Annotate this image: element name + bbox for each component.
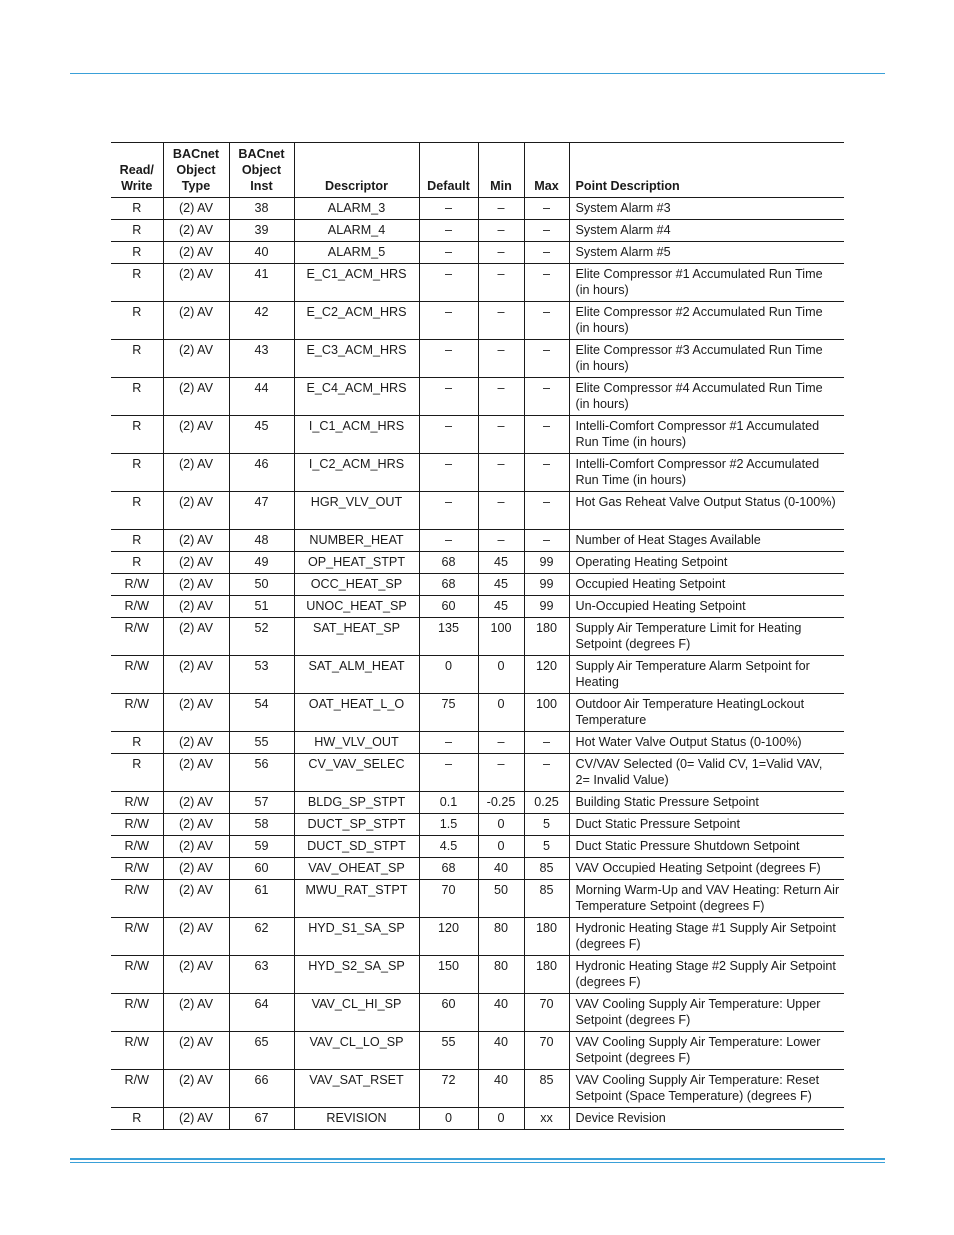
cell-min: 0 xyxy=(478,1108,524,1130)
cell-descriptor: DUCT_SD_STPT xyxy=(294,836,419,858)
cell-object-inst: 38 xyxy=(229,198,294,220)
cell-object-inst: 43 xyxy=(229,340,294,378)
cell-point-description: Device Revision xyxy=(569,1108,844,1130)
cell-object-inst: 60 xyxy=(229,858,294,880)
cell-point-description: Intelli-Comfort Compressor #2 Accumulated Run Time (in hours) xyxy=(569,454,844,492)
cell-read-write: R xyxy=(111,264,163,302)
cell-max: 100 xyxy=(524,694,569,732)
cell-point-description: Elite Compressor #1 Accumulated Run Time (in hours) xyxy=(569,264,844,302)
col-header-default: Default xyxy=(419,143,478,198)
cell-descriptor: ALARM_3 xyxy=(294,198,419,220)
table-row xyxy=(111,552,844,574)
cell-point-description: VAV Cooling Supply Air Temperature: Upper Setpoint (degrees F) xyxy=(569,994,844,1032)
cell-read-write: R xyxy=(111,302,163,340)
cell-point-description: Elite Compressor #3 Accumulated Run Time (in hours) xyxy=(569,340,844,378)
cell-object-type: (2) AV xyxy=(163,454,229,492)
cell-min: – xyxy=(478,264,524,302)
table-row xyxy=(111,530,844,552)
cell-read-write: R xyxy=(111,416,163,454)
cell-default: – xyxy=(419,264,478,302)
cell-object-type: (2) AV xyxy=(163,836,229,858)
cell-descriptor: VAV_CL_HI_SP xyxy=(294,994,419,1032)
table-row xyxy=(111,198,844,220)
table-row xyxy=(111,596,844,618)
cell-object-type: (2) AV xyxy=(163,492,229,530)
cell-max: – xyxy=(524,492,569,530)
cell-object-type: (2) AV xyxy=(163,264,229,302)
cell-min: 100 xyxy=(478,618,524,656)
cell-point-description: Number of Heat Stages Available xyxy=(569,530,844,552)
cell-read-write: R/W xyxy=(111,596,163,618)
cell-object-inst: 59 xyxy=(229,836,294,858)
cell-descriptor: HW_VLV_OUT xyxy=(294,732,419,754)
cell-point-description: Occupied Heating Setpoint xyxy=(569,574,844,596)
cell-max: – xyxy=(524,198,569,220)
cell-object-type: (2) AV xyxy=(163,656,229,694)
cell-descriptor: BLDG_SP_STPT xyxy=(294,792,419,814)
col-header-max: Max xyxy=(524,143,569,198)
cell-point-description: Outdoor Air Temperature HeatingLockout Temperature xyxy=(569,694,844,732)
cell-max: 180 xyxy=(524,918,569,956)
cell-object-inst: 45 xyxy=(229,416,294,454)
cell-max: 0.25 xyxy=(524,792,569,814)
cell-min: 0 xyxy=(478,814,524,836)
cell-descriptor: HYD_S2_SA_SP xyxy=(294,956,419,994)
cell-max: 85 xyxy=(524,858,569,880)
cell-read-write: R xyxy=(111,552,163,574)
cell-default: 0 xyxy=(419,656,478,694)
cell-default: 120 xyxy=(419,918,478,956)
cell-max: 120 xyxy=(524,656,569,694)
cell-default: 60 xyxy=(419,994,478,1032)
cell-descriptor: E_C3_ACM_HRS xyxy=(294,340,419,378)
cell-object-type: (2) AV xyxy=(163,416,229,454)
cell-read-write: R xyxy=(111,242,163,264)
cell-min: 0 xyxy=(478,694,524,732)
cell-object-inst: 65 xyxy=(229,1032,294,1070)
table-header-row xyxy=(111,143,844,198)
cell-read-write: R/W xyxy=(111,858,163,880)
cell-default: 0.1 xyxy=(419,792,478,814)
cell-read-write: R/W xyxy=(111,1070,163,1108)
cell-min: 40 xyxy=(478,858,524,880)
cell-default: – xyxy=(419,302,478,340)
cell-object-inst: 57 xyxy=(229,792,294,814)
header-rule xyxy=(70,73,885,74)
col-header-min: Min xyxy=(478,143,524,198)
cell-min: – xyxy=(478,378,524,416)
cell-max: – xyxy=(524,378,569,416)
cell-descriptor: OAT_HEAT_L_O xyxy=(294,694,419,732)
cell-object-inst: 42 xyxy=(229,302,294,340)
cell-min: 45 xyxy=(478,574,524,596)
table-row xyxy=(111,416,844,454)
cell-default: 150 xyxy=(419,956,478,994)
cell-default: – xyxy=(419,732,478,754)
table-row xyxy=(111,956,844,994)
cell-object-type: (2) AV xyxy=(163,956,229,994)
cell-max: 99 xyxy=(524,596,569,618)
table-row xyxy=(111,454,844,492)
cell-object-inst: 64 xyxy=(229,994,294,1032)
cell-object-inst: 55 xyxy=(229,732,294,754)
cell-point-description: Building Static Pressure Setpoint xyxy=(569,792,844,814)
cell-default: – xyxy=(419,454,478,492)
cell-read-write: R xyxy=(111,732,163,754)
cell-object-inst: 41 xyxy=(229,264,294,302)
cell-default: – xyxy=(419,242,478,264)
cell-default: – xyxy=(419,340,478,378)
cell-min: – xyxy=(478,340,524,378)
cell-max: 70 xyxy=(524,994,569,1032)
cell-min: 50 xyxy=(478,880,524,918)
cell-descriptor: SAT_HEAT_SP xyxy=(294,618,419,656)
cell-descriptor: REVISION xyxy=(294,1108,419,1130)
cell-object-inst: 58 xyxy=(229,814,294,836)
table-row xyxy=(111,1070,844,1108)
cell-read-write: R xyxy=(111,378,163,416)
cell-object-type: (2) AV xyxy=(163,618,229,656)
cell-read-write: R/W xyxy=(111,814,163,836)
cell-default: 60 xyxy=(419,596,478,618)
cell-object-inst: 48 xyxy=(229,530,294,552)
cell-min: 40 xyxy=(478,994,524,1032)
cell-point-description: Morning Warm-Up and VAV Heating: Return Air Temperature Setpoint (degrees F) xyxy=(569,880,844,918)
cell-default: – xyxy=(419,754,478,792)
cell-read-write: R/W xyxy=(111,994,163,1032)
cell-read-write: R/W xyxy=(111,918,163,956)
table-row xyxy=(111,732,844,754)
cell-descriptor: VAV_OHEAT_SP xyxy=(294,858,419,880)
cell-default: – xyxy=(419,416,478,454)
cell-object-type: (2) AV xyxy=(163,242,229,264)
cell-point-description: Intelli-Comfort Compressor #1 Accumulated Run Time (in hours) xyxy=(569,416,844,454)
cell-object-type: (2) AV xyxy=(163,1032,229,1070)
cell-min: 45 xyxy=(478,552,524,574)
cell-descriptor: HYD_S1_SA_SP xyxy=(294,918,419,956)
cell-descriptor: VAV_SAT_RSET xyxy=(294,1070,419,1108)
cell-max: 70 xyxy=(524,1032,569,1070)
cell-max: – xyxy=(524,220,569,242)
table-row xyxy=(111,656,844,694)
cell-min: – xyxy=(478,530,524,552)
cell-descriptor: OP_HEAT_STPT xyxy=(294,552,419,574)
cell-min: 0 xyxy=(478,656,524,694)
table-row xyxy=(111,754,844,792)
cell-object-type: (2) AV xyxy=(163,994,229,1032)
cell-read-write: R xyxy=(111,754,163,792)
cell-max: – xyxy=(524,732,569,754)
cell-default: 55 xyxy=(419,1032,478,1070)
cell-descriptor: UNOC_HEAT_SP xyxy=(294,596,419,618)
cell-object-type: (2) AV xyxy=(163,1070,229,1108)
cell-object-type: (2) AV xyxy=(163,574,229,596)
cell-min: – xyxy=(478,454,524,492)
cell-read-write: R/W xyxy=(111,574,163,596)
cell-read-write: R xyxy=(111,530,163,552)
cell-object-inst: 49 xyxy=(229,552,294,574)
cell-default: 70 xyxy=(419,880,478,918)
cell-object-type: (2) AV xyxy=(163,732,229,754)
cell-default: 68 xyxy=(419,552,478,574)
cell-object-type: (2) AV xyxy=(163,918,229,956)
cell-read-write: R xyxy=(111,454,163,492)
col-header-point-description: Point Description xyxy=(569,143,844,198)
cell-point-description: Duct Static Pressure Shutdown Setpoint xyxy=(569,836,844,858)
cell-object-type: (2) AV xyxy=(163,814,229,836)
cell-max: – xyxy=(524,416,569,454)
cell-object-inst: 66 xyxy=(229,1070,294,1108)
cell-object-type: (2) AV xyxy=(163,858,229,880)
cell-min: 40 xyxy=(478,1070,524,1108)
cell-point-description: Hydronic Heating Stage #1 Supply Air Setpoint (degrees F) xyxy=(569,918,844,956)
col-header-object-inst: BACnet Object Inst xyxy=(229,143,294,198)
table-row xyxy=(111,1108,844,1130)
cell-descriptor: E_C1_ACM_HRS xyxy=(294,264,419,302)
cell-object-type: (2) AV xyxy=(163,596,229,618)
table-row xyxy=(111,994,844,1032)
cell-default: – xyxy=(419,378,478,416)
cell-read-write: R/W xyxy=(111,880,163,918)
cell-descriptor: DUCT_SP_STPT xyxy=(294,814,419,836)
cell-point-description: Hot Gas Reheat Valve Output Status (0-100%) xyxy=(569,492,844,530)
cell-min: 0 xyxy=(478,836,524,858)
cell-object-inst: 56 xyxy=(229,754,294,792)
cell-point-description: System Alarm #4 xyxy=(569,220,844,242)
cell-read-write: R xyxy=(111,492,163,530)
cell-object-inst: 44 xyxy=(229,378,294,416)
cell-read-write: R/W xyxy=(111,618,163,656)
cell-point-description: Duct Static Pressure Setpoint xyxy=(569,814,844,836)
table-row xyxy=(111,302,844,340)
cell-point-description: Un-Occupied Heating Setpoint xyxy=(569,596,844,618)
cell-default: 75 xyxy=(419,694,478,732)
cell-object-inst: 61 xyxy=(229,880,294,918)
cell-read-write: R xyxy=(111,220,163,242)
cell-read-write: R/W xyxy=(111,1032,163,1070)
cell-default: – xyxy=(419,220,478,242)
cell-point-description: Hot Water Valve Output Status (0-100%) xyxy=(569,732,844,754)
table-row xyxy=(111,378,844,416)
table-row xyxy=(111,618,844,656)
cell-descriptor: I_C1_ACM_HRS xyxy=(294,416,419,454)
cell-default: 0 xyxy=(419,1108,478,1130)
cell-read-write: R/W xyxy=(111,694,163,732)
cell-min: – xyxy=(478,732,524,754)
cell-max: – xyxy=(524,242,569,264)
cell-descriptor: ALARM_5 xyxy=(294,242,419,264)
cell-default: – xyxy=(419,198,478,220)
cell-object-type: (2) AV xyxy=(163,880,229,918)
cell-read-write: R/W xyxy=(111,656,163,694)
cell-point-description: Supply Air Temperature Limit for Heating Setpoint (degrees F) xyxy=(569,618,844,656)
cell-object-type: (2) AV xyxy=(163,552,229,574)
cell-max: – xyxy=(524,530,569,552)
cell-point-description: Elite Compressor #4 Accumulated Run Time (in hours) xyxy=(569,378,844,416)
cell-object-type: (2) AV xyxy=(163,530,229,552)
cell-max: – xyxy=(524,340,569,378)
cell-object-type: (2) AV xyxy=(163,694,229,732)
table-row xyxy=(111,880,844,918)
cell-max: – xyxy=(524,754,569,792)
cell-default: 68 xyxy=(419,858,478,880)
cell-object-inst: 53 xyxy=(229,656,294,694)
cell-max: – xyxy=(524,454,569,492)
footer-rule xyxy=(70,1158,885,1160)
cell-descriptor: E_C2_ACM_HRS xyxy=(294,302,419,340)
cell-object-type: (2) AV xyxy=(163,754,229,792)
table-row xyxy=(111,340,844,378)
cell-read-write: R xyxy=(111,340,163,378)
cell-descriptor: VAV_CL_LO_SP xyxy=(294,1032,419,1070)
cell-object-type: (2) AV xyxy=(163,198,229,220)
cell-default: 4.5 xyxy=(419,836,478,858)
cell-object-inst: 54 xyxy=(229,694,294,732)
cell-object-type: (2) AV xyxy=(163,378,229,416)
bacnet-points-table xyxy=(111,142,844,1130)
cell-descriptor: SAT_ALM_HEAT xyxy=(294,656,419,694)
cell-default: – xyxy=(419,492,478,530)
cell-point-description: VAV Cooling Supply Air Temperature: Reset Setpoint (Space Temperature) (degrees F) xyxy=(569,1070,844,1108)
cell-default: 135 xyxy=(419,618,478,656)
table-row xyxy=(111,918,844,956)
cell-default: 1.5 xyxy=(419,814,478,836)
cell-min: 45 xyxy=(478,596,524,618)
cell-point-description: VAV Occupied Heating Setpoint (degrees F) xyxy=(569,858,844,880)
table-row xyxy=(111,694,844,732)
cell-min: – xyxy=(478,492,524,530)
cell-max: 180 xyxy=(524,956,569,994)
table-row xyxy=(111,264,844,302)
cell-object-inst: 63 xyxy=(229,956,294,994)
table-row xyxy=(111,574,844,596)
cell-descriptor: OCC_HEAT_SP xyxy=(294,574,419,596)
cell-object-type: (2) AV xyxy=(163,1108,229,1130)
cell-min: 80 xyxy=(478,918,524,956)
cell-min: – xyxy=(478,416,524,454)
cell-min: – xyxy=(478,302,524,340)
cell-min: – xyxy=(478,242,524,264)
cell-descriptor: HGR_VLV_OUT xyxy=(294,492,419,530)
cell-max: 99 xyxy=(524,574,569,596)
table-row xyxy=(111,492,844,530)
cell-object-type: (2) AV xyxy=(163,340,229,378)
cell-read-write: R/W xyxy=(111,836,163,858)
cell-point-description: Elite Compressor #2 Accumulated Run Time (in hours) xyxy=(569,302,844,340)
cell-max: – xyxy=(524,302,569,340)
cell-object-inst: 50 xyxy=(229,574,294,596)
cell-point-description: System Alarm #5 xyxy=(569,242,844,264)
cell-object-inst: 51 xyxy=(229,596,294,618)
cell-read-write: R/W xyxy=(111,956,163,994)
cell-object-inst: 40 xyxy=(229,242,294,264)
col-header-read-write: Read/ Write xyxy=(111,143,163,198)
cell-descriptor: NUMBER_HEAT xyxy=(294,530,419,552)
cell-min: -0.25 xyxy=(478,792,524,814)
cell-point-description: Hydronic Heating Stage #2 Supply Air Setpoint (degrees F) xyxy=(569,956,844,994)
cell-max: 85 xyxy=(524,1070,569,1108)
cell-min: – xyxy=(478,220,524,242)
col-header-descriptor: Descriptor xyxy=(294,143,419,198)
cell-object-inst: 52 xyxy=(229,618,294,656)
cell-max: xx xyxy=(524,1108,569,1130)
cell-min: 80 xyxy=(478,956,524,994)
cell-min: – xyxy=(478,754,524,792)
cell-descriptor: ALARM_4 xyxy=(294,220,419,242)
cell-max: 5 xyxy=(524,814,569,836)
cell-min: – xyxy=(478,198,524,220)
cell-object-inst: 62 xyxy=(229,918,294,956)
table-row xyxy=(111,220,844,242)
cell-point-description: System Alarm #3 xyxy=(569,198,844,220)
footer-rule-thin xyxy=(70,1162,885,1163)
cell-descriptor: MWU_RAT_STPT xyxy=(294,880,419,918)
cell-descriptor: CV_VAV_SELEC xyxy=(294,754,419,792)
table-row xyxy=(111,814,844,836)
table-row xyxy=(111,836,844,858)
cell-descriptor: E_C4_ACM_HRS xyxy=(294,378,419,416)
cell-min: 40 xyxy=(478,1032,524,1070)
cell-point-description: VAV Cooling Supply Air Temperature: Lower Setpoint (degrees F) xyxy=(569,1032,844,1070)
cell-max: 5 xyxy=(524,836,569,858)
table-body xyxy=(111,198,844,1130)
cell-object-inst: 46 xyxy=(229,454,294,492)
col-header-object-type: BACnet Object Type xyxy=(163,143,229,198)
table-row xyxy=(111,858,844,880)
cell-max: 180 xyxy=(524,618,569,656)
cell-point-description: CV/VAV Selected (0= Valid CV, 1=Valid VAV, 2= Invalid Value) xyxy=(569,754,844,792)
cell-max: – xyxy=(524,264,569,302)
cell-default: 68 xyxy=(419,574,478,596)
table-row xyxy=(111,1032,844,1070)
cell-max: 99 xyxy=(524,552,569,574)
cell-default: 72 xyxy=(419,1070,478,1108)
cell-object-type: (2) AV xyxy=(163,792,229,814)
cell-object-inst: 47 xyxy=(229,492,294,530)
cell-object-type: (2) AV xyxy=(163,302,229,340)
cell-default: – xyxy=(419,530,478,552)
cell-point-description: Operating Heating Setpoint xyxy=(569,552,844,574)
cell-max: 85 xyxy=(524,880,569,918)
cell-read-write: R/W xyxy=(111,792,163,814)
cell-object-inst: 67 xyxy=(229,1108,294,1130)
cell-read-write: R xyxy=(111,1108,163,1130)
cell-descriptor: I_C2_ACM_HRS xyxy=(294,454,419,492)
cell-point-description: Supply Air Temperature Alarm Setpoint for Heating xyxy=(569,656,844,694)
cell-object-inst: 39 xyxy=(229,220,294,242)
table-row xyxy=(111,242,844,264)
cell-read-write: R xyxy=(111,198,163,220)
cell-object-type: (2) AV xyxy=(163,220,229,242)
table-row xyxy=(111,792,844,814)
